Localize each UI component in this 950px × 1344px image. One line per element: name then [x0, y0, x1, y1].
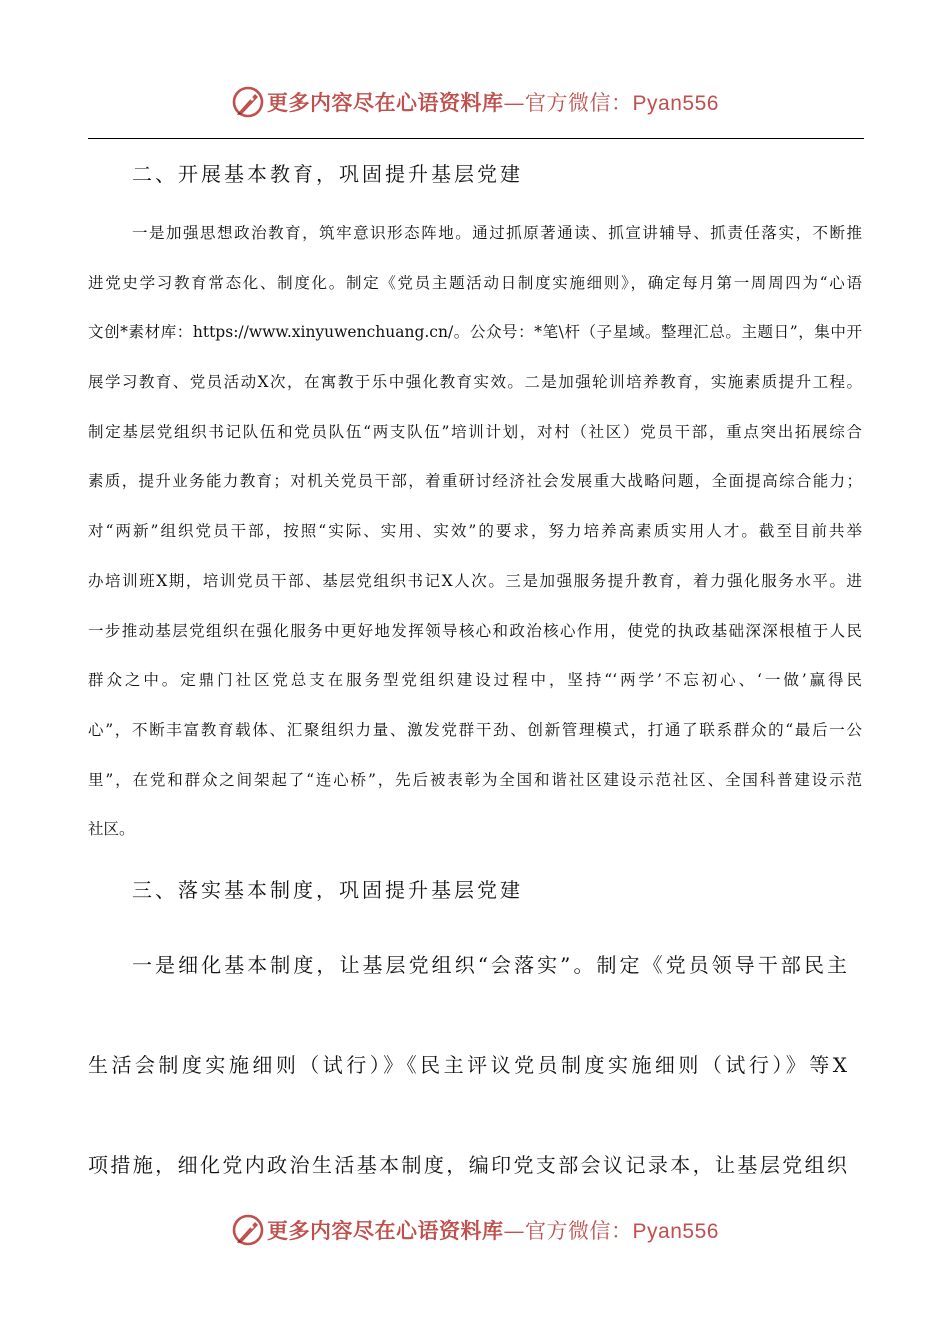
paragraph-line: 一是细化基本制度，让基层党组织“会落实”。制定《党员领导干部民主	[132, 953, 848, 977]
paragraph-line: 进党史学习教育常态化、制度化。制定《党员主题活动日制度实施细则》，确定每月第一周周四为“心语	[88, 273, 862, 292]
banner-brand-text: 更多内容尽在心语资料库	[267, 90, 504, 115]
section-2-paragraph	[88, 209, 862, 855]
paragraph-line: 一是加强思想政治教育，筑牢意识形态阵地。通过抓原著通读、抓宣讲辅导、抓责任落实，不断推	[132, 224, 862, 242]
paragraph-line: 对“两新”组织党员干部，按照“实际、实用、实效”的要求，努力培养高素质实用人才。截至目前共举	[88, 522, 862, 541]
banner-dash: —	[503, 91, 526, 115]
paragraph-line: 生活会制度实施细则（试行）》《民主评议党员制度实施细则（试行）》等X	[88, 1053, 848, 1077]
paragraph-line: 展学习教育、党员活动X次，在寓教于乐中强化教育实效。二是加强轮训培养教育，实施素质提升工程。	[88, 373, 862, 392]
paragraph-line: 素质，提升业务能力教育；对机关党员干部，着重研讨经济社会发展重大战略问题，全面提高综合能力；	[88, 472, 862, 491]
paragraph-line: 项措施，细化党内政治生活基本制度，编印党支部会议记录本，让基层党组织	[88, 1153, 848, 1177]
banner-wechat-id: Pyan556	[632, 92, 719, 115]
paragraph-line: 文创*素材库：https://www.xinyuwenchuang.cn/。公众号：*笔\杆（子星域。整理汇总。主题日”，集中开	[88, 323, 862, 342]
pen-circle-logo-icon	[231, 85, 265, 119]
banner-wechat-label: 官方微信：	[525, 91, 633, 115]
footer-banner	[0, 1210, 950, 1250]
section-2-heading: 二、开展基本教育，巩固提升基层党建	[132, 162, 523, 186]
paragraph-line: 制定基层党组织书记队伍和党员队伍“两支队伍”培训计划，对村（社区）党员干部，重点突出拓展综合	[88, 422, 862, 441]
header-divider	[88, 138, 864, 139]
pen-circle-logo-icon	[231, 1213, 265, 1247]
paragraph-line: 里”，在党和群众之间架起了“连心桥”，先后被表彰为全国和谐社区建设示范社区、全国科普建设示范	[88, 770, 862, 789]
paragraph-line: 心”，不断丰富教育载体、汇聚组织力量、激发党群干劲、创新管理模式，打通了联系群众的“最后一公	[88, 720, 862, 739]
banner-dash: —	[503, 1219, 526, 1243]
header-banner	[0, 82, 950, 122]
paragraph-line: 社区。	[88, 820, 135, 839]
banner-brand-text: 更多内容尽在心语资料库	[267, 1218, 504, 1243]
section-3-paragraph	[88, 930, 848, 1230]
paragraph-line: 办培训班X期，培训党员干部、基层党组织书记X人次。三是加强服务提升教育，着力强化服务水平。进	[88, 571, 862, 590]
paragraph-line: 群众之中。定鼎门社区党总支在服务型党组织建设过程中，坚持“‘两学’不忘初心、‘一做’赢得民	[88, 671, 862, 690]
paragraph-line: 一步推动基层党组织在强化服务中更好地发挥领导核心和政治核心作用，使党的执政基础深深根植于人民	[88, 621, 862, 640]
banner-wechat-id: Pyan556	[632, 1220, 719, 1243]
section-3-heading: 三、落实基本制度，巩固提升基层党建	[132, 878, 523, 902]
banner-wechat-label: 官方微信：	[525, 1219, 633, 1243]
